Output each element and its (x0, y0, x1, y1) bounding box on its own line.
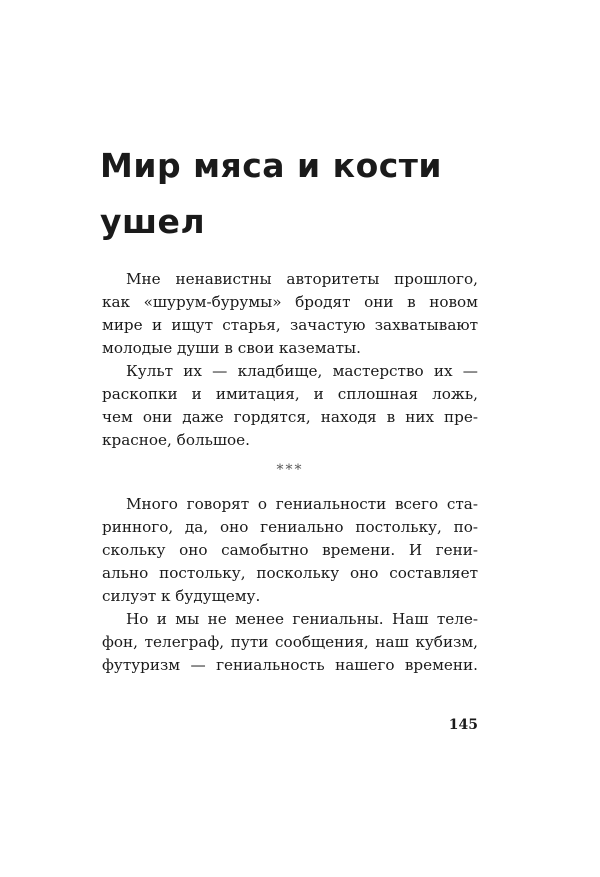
text-line: чем они даже гордятся, находя в них пре- (102, 408, 478, 426)
paragraph (102, 493, 478, 608)
chapter-title-line: ушел (100, 202, 206, 241)
paragraph (102, 268, 478, 360)
text-line: раскопки и имитация, и сплошная ложь, (102, 385, 478, 403)
text-line: красное, большое. (102, 431, 250, 449)
text-line: Культ их — кладбище, мастерство их — (126, 362, 478, 380)
chapter-title-line: Мир мяса и кости (100, 146, 443, 185)
text-line: как «шурум-бурумы» бродят они в новом (102, 293, 478, 311)
text-block-lower (102, 493, 478, 677)
text-line: силуэт к будущему. (102, 587, 261, 605)
paragraph (102, 360, 478, 452)
text-line: Мне ненавистны авторитеты прошлого, (126, 270, 478, 288)
text-line: ально постольку, поскольку оно составляет (102, 564, 478, 582)
text-line: молодые души в свои казематы. (102, 339, 361, 357)
section-separator: *** (276, 462, 304, 478)
page-number: 145 (448, 717, 478, 733)
text-line: мире и ищут старья, зачастую захватывают (102, 316, 478, 334)
text-line: футуризм — гениальность нашего времени. (102, 656, 478, 674)
text-line: ринного, да, оно гениально постольку, по- (102, 518, 478, 536)
paragraph (102, 608, 478, 677)
text-line: фон, телеграф, пути сообщения, наш кубизм, (102, 633, 478, 651)
text-line: Много говорят о гениальности всего ста- (126, 495, 478, 513)
text-block-upper (102, 268, 478, 452)
text-line: скольку оно самобытно времени. И гени- (102, 541, 478, 559)
chapter-title (100, 138, 500, 250)
text-line: Но и мы не менее гениальны. Наш теле- (126, 610, 478, 628)
